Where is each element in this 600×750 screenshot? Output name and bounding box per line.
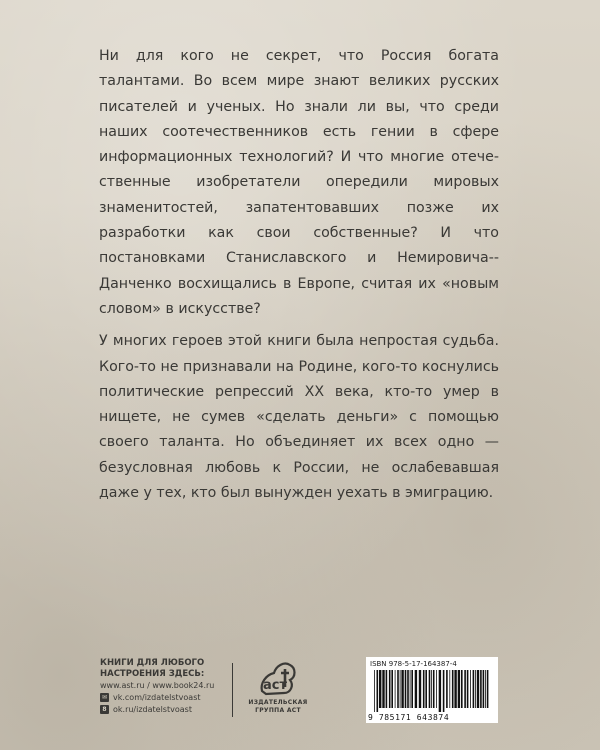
barcode-panel xyxy=(366,657,498,723)
promo-block xyxy=(100,658,250,716)
ok-icon: 8 xyxy=(100,705,109,714)
barcode-digits: 9 785171 643874 xyxy=(368,713,450,722)
logo-caption-line1: ИЗДАТЕЛЬСКАЯ xyxy=(248,699,308,706)
logo-mark: аст xyxy=(263,678,288,693)
publisher-logo xyxy=(243,657,313,715)
vk-icon: ✉ xyxy=(101,694,108,701)
social-vk-row xyxy=(100,692,250,704)
promo-websites: www.ast.ru / www.book24.ru xyxy=(100,681,215,690)
social-ok-row xyxy=(100,704,250,716)
paragraph-2: У многих героев этой книги была непростая судьба. Кого-то не признавали на Родине, кого-то коснулись политические репрессий XX века, кто-то умер в нищете, не сумев «сделать деньги» с помощью своего таланта. Но объединяет их всех одно — безусловная любовь к России, не ослабевавшая даже у тех, кто был вынужден уехать в эмиграцию. xyxy=(99,333,499,502)
promo-title: КНИГИ ДЛЯ ЛЮБОГО НАСТРОЕНИЯ ЗДЕСЬ: xyxy=(100,658,205,679)
ast-logo-icon xyxy=(256,657,300,697)
logo-caption xyxy=(243,699,313,715)
isbn-number: ISBN 978-5-17-164387-4 xyxy=(370,660,457,668)
social-ok-link: ok.ru/izdatelstvoast xyxy=(113,704,192,714)
social-vk-link: vk.com/izdatelstvoast xyxy=(113,692,201,702)
annotation-text xyxy=(99,44,499,513)
logo-caption-line2: ГРУППА АСТ xyxy=(255,707,301,714)
barcode-icon xyxy=(374,670,490,712)
paragraph-1: Ни для кого не секрет, что Россия богата талантами. Во всем мире знают великих русских писателей и ученых. Но знали ли вы, что среди наших соотечественников есть гении в сфере информационных технологий? И что многие отечественные изобретатели опередили мировых знаменитостей, запатентовавших позже их разработки как свои собственные? И что постановками Станиславского и Немировича-Данченко восхищались в Европе, считая их «новым словом» в искусстве? xyxy=(99,48,499,317)
footer-divider xyxy=(232,663,233,717)
